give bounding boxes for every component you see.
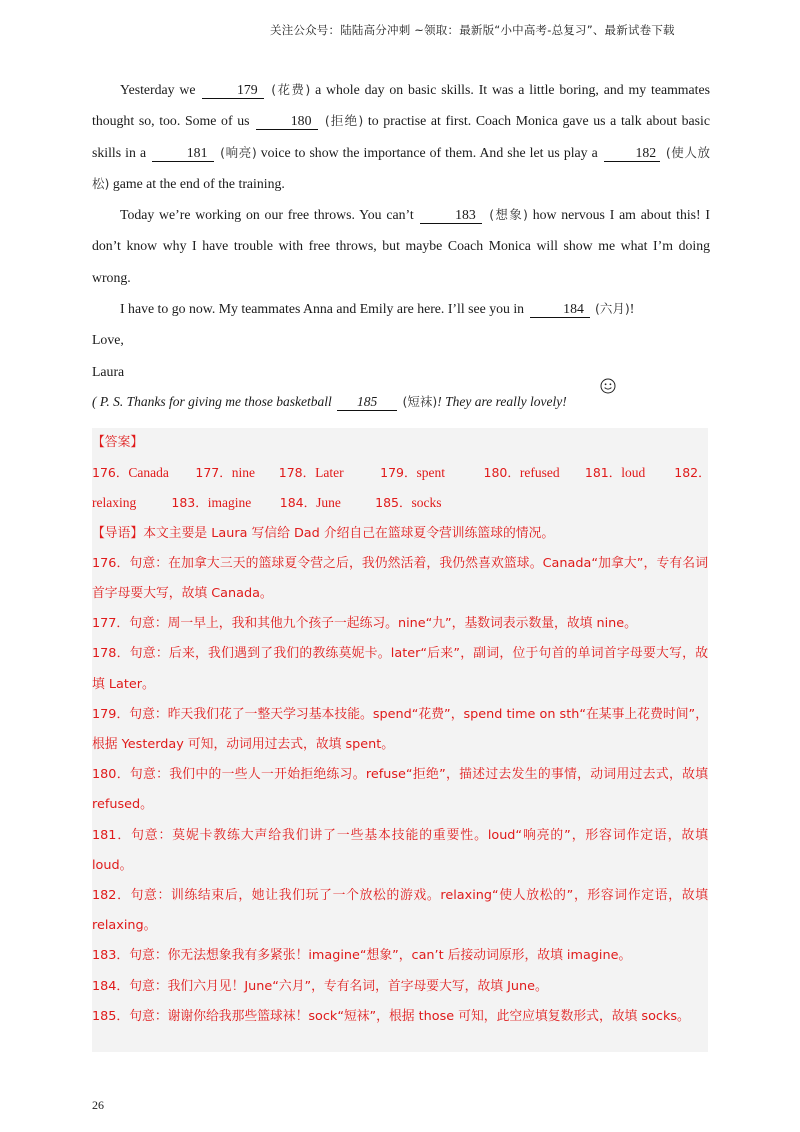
- answer-179: 179．spent: [380, 465, 445, 481]
- word: Later: [315, 465, 344, 481]
- hint-184: (六月): [594, 301, 630, 317]
- hint-180: (拒绝): [324, 113, 364, 129]
- text: ! They are really lovely!: [437, 394, 567, 409]
- explanation-179: 179．句意：昨天我们花了一整天学习基本技能。spend“花费”，spend time on sth“在某事上花费时间”，根据 Yesterday 可知，动词用过去式，故填 spent。: [92, 706, 708, 753]
- page-header: 关注公众号：陆陆高分冲刺 ~领取：最新版“小中高考-总复习”、最新试卷下载: [270, 23, 675, 37]
- blank-180[interactable]: 180: [256, 113, 318, 130]
- num: 179: [380, 465, 404, 481]
- answer-182: 182．: [674, 465, 711, 481]
- text: Today we’re working on our free throws. You can’t: [120, 207, 414, 223]
- num: 176: [92, 465, 116, 481]
- explanation-183: 183．句意：你无法想象我有多紧张！imagine“想象”，can’t 后接动词原形，故填 imagine。: [92, 948, 632, 964]
- answer-176: 176．Canada: [92, 465, 169, 481]
- explanation-180: 180．句意：我们中的一些人一开始拒绝练习。refuse“拒绝”，描述过去发生的事情，动词用过去式，故填 refused。: [92, 767, 708, 813]
- blank-182[interactable]: 182: [604, 145, 660, 162]
- word: imagine: [207, 495, 252, 511]
- answer-177: 177．nine: [195, 465, 255, 481]
- num: 181: [584, 465, 609, 481]
- signoff-love: Love,: [92, 332, 124, 348]
- guide-text: 【导语】本文主要是 Laura 写信给 Dad 介绍自己在篮球夏令营训练篮球的情况。: [92, 525, 555, 541]
- answer-heading: 【答案】: [92, 435, 144, 450]
- letter-passage: [92, 74, 710, 387]
- num: 178: [278, 465, 303, 481]
- hint-181: (响亮): [220, 144, 257, 160]
- num: 180: [483, 465, 508, 481]
- blank-185[interactable]: 185: [337, 394, 397, 411]
- signoff-name: Laura: [92, 363, 125, 379]
- answer-185: 185．socks: [375, 495, 442, 511]
- word: June: [316, 495, 341, 511]
- answer-section: [92, 428, 711, 1052]
- num: 185: [375, 495, 399, 511]
- answer-180: 180．refused: [483, 465, 560, 481]
- explanation-184: 184．句意：我们六月见！June“六月”，专有名词，首字母要大写，故填 June。: [92, 978, 548, 994]
- hint-183: (想象): [489, 207, 528, 223]
- answer-181: 181．loud: [584, 465, 646, 481]
- explanation-176: 176．句意：在加拿大三天的篮球夏令营之后，我仍然活着，我仍然喜欢篮球。Canada“加拿大”，专有名词首字母要大写，故填 Canada。: [92, 555, 708, 602]
- text: I have to go now. My teammates Anna and Emily are here. I’ll see you in: [120, 301, 525, 317]
- word: socks: [411, 495, 442, 511]
- text: a whole day on basic skills. It was a little boring, and my teammates thought so, too. Some of us: [92, 82, 710, 129]
- paragraph-2: [92, 199, 710, 293]
- paragraph-3: [92, 293, 710, 324]
- word: loud: [621, 465, 646, 481]
- paragraph-1: [92, 74, 710, 199]
- postscript: [92, 392, 712, 411]
- hint-179: (花费): [271, 82, 311, 97]
- num: 184: [279, 495, 304, 511]
- explanation-182: 182．句意：训练结束后，她让我们玩了一个放松的游戏。relaxing“使人放松的”，形容词作定语，故填 relaxing。: [92, 888, 708, 934]
- num: 182: [674, 465, 699, 481]
- page-number: 26: [92, 1098, 104, 1112]
- answer-row-2: [92, 488, 708, 518]
- word: refused: [519, 465, 560, 481]
- explanation-177: 177．句意：周一早上，我和其他九个孩子一起练习。nine“九”，基数词表示数量，故填 nine。: [92, 616, 637, 632]
- answer-184: 184．June: [279, 495, 341, 511]
- answer-182-word: relaxing: [92, 495, 137, 511]
- text: how nervous I am about this! I don’t know why I have trouble with free throws, but maybe Coach Monica will show me what I’m doing wrong.: [92, 207, 711, 285]
- blank-179[interactable]: 179: [202, 82, 264, 99]
- text: ( P. S. Thanks for giving me those basketball: [92, 394, 332, 409]
- answer-row-1: [92, 458, 711, 488]
- blank-184[interactable]: 184: [530, 301, 590, 318]
- text: Yesterday we: [120, 82, 196, 97]
- num: 177: [195, 465, 220, 481]
- explanation-181: 181．句意：莫妮卡教练大声给我们讲了一些基本技能的重要性。loud“响亮的”，形容词作定语，故填 loud。: [92, 827, 708, 873]
- word: Canada: [128, 465, 169, 481]
- blank-183[interactable]: 183: [420, 207, 482, 224]
- answer-183: 183．imagine: [171, 495, 252, 511]
- word: nine: [231, 465, 255, 481]
- explanation-178: 178．句意：后来，我们遇到了我们的教练莫妮卡。later“后来”，副词，位于句首的单词首字母要大写，故填 Later。: [92, 646, 708, 692]
- text: game at the end of the training.: [112, 175, 285, 191]
- num: 183: [171, 495, 196, 511]
- blank-181[interactable]: 181: [152, 145, 214, 162]
- text: to practise at first. Coach Monica gave us a talk about basic skills in a: [92, 113, 710, 160]
- hint-185: (短袜): [402, 394, 438, 409]
- hint-182: (使人放松): [92, 144, 710, 191]
- answer-178: 178．Later: [278, 465, 344, 481]
- explanation-185: 185．句意：谢谢你给我那些篮球袜！sock“短袜”，根据 those 可知，此空应填复数形式，故填 socks。: [92, 1008, 690, 1024]
- text: !: [629, 301, 635, 317]
- word: spent: [416, 465, 445, 481]
- text: voice to show the importance of them. And she let us play a: [260, 144, 598, 160]
